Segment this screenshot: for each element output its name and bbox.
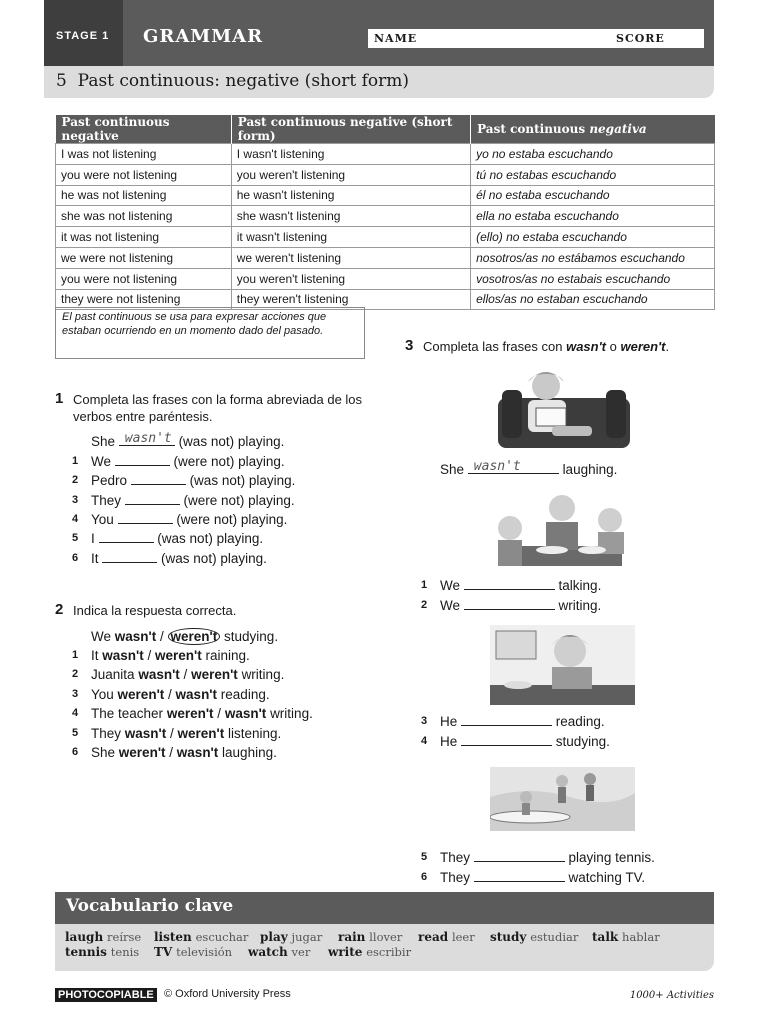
vocab-entry xyxy=(260,930,322,944)
table-cell: vosotros/as no estabais escuchando xyxy=(471,268,715,289)
table-cell: ella no estaba escuchando xyxy=(471,206,715,227)
item-number: 4 xyxy=(72,707,79,719)
answer-blank[interactable] xyxy=(102,551,157,563)
table-cell: they weren't listening xyxy=(231,289,470,310)
exercise-3-example: She wasn't laughing. xyxy=(440,459,618,477)
answer-blank[interactable] xyxy=(461,734,552,746)
vocab-english: listen xyxy=(154,930,192,944)
vocab-entry xyxy=(592,930,660,944)
answer-blank xyxy=(119,431,175,446)
table-cell: I was not listening xyxy=(56,144,232,165)
table-cell: it was not listening xyxy=(56,227,232,248)
answer-blank[interactable] xyxy=(461,714,552,726)
stage-label: STAGE 1 xyxy=(44,0,123,66)
item-number: 6 xyxy=(72,552,79,564)
option-1[interactable]: weren't xyxy=(166,706,214,721)
table-cell: yo no estaba escuchando xyxy=(471,144,715,165)
table-cell: (ello) no estaba escuchando xyxy=(471,227,715,248)
table-cell: I wasn't listening xyxy=(231,144,470,165)
vocab-english: study xyxy=(490,930,527,944)
exercise-number: 2 xyxy=(55,601,64,618)
table-cell: he wasn't listening xyxy=(231,185,470,206)
item-number: 3 xyxy=(72,494,79,506)
option-2[interactable]: weren't xyxy=(191,667,238,682)
exercise-number: 1 xyxy=(55,390,64,407)
handwritten-answer: wasn't xyxy=(124,431,172,446)
table-cell: ellos/as no estaban escuchando xyxy=(471,289,715,310)
item-number: 3 xyxy=(72,688,79,700)
exercise-item: 6 She weren't / wasn't laughing. xyxy=(72,745,277,760)
exercise-item: 4 He studying. xyxy=(421,734,610,749)
exercise-item: 5 They playing tennis. xyxy=(421,850,655,865)
table-cell: she was not listening xyxy=(56,206,232,227)
table-row xyxy=(56,185,715,206)
boy-at-desk-illustration xyxy=(490,625,635,705)
option-2[interactable]: wasn't xyxy=(176,745,219,760)
answer-blank[interactable] xyxy=(131,473,186,485)
item-number: 5 xyxy=(72,532,79,544)
note-term: El past continuous xyxy=(62,311,152,323)
vocab-entry xyxy=(248,945,310,959)
option-2[interactable]: wasn't xyxy=(224,706,267,721)
table-header: Past continuous negativa xyxy=(471,115,715,144)
item-number: 5 xyxy=(421,851,428,863)
item-number: 2 xyxy=(72,474,79,486)
answer-blank[interactable] xyxy=(464,578,555,590)
vocab-spanish: televisión xyxy=(176,945,233,959)
table-cell: you were not listening xyxy=(56,268,232,289)
answer-blank[interactable] xyxy=(99,531,154,543)
table-cell: he was not listening xyxy=(56,185,232,206)
exercise-1-instruction: 1 Completa las frases con la forma abreviada de los verbos entre paréntesis. xyxy=(55,390,363,424)
vocab-entry xyxy=(65,945,139,959)
option-1[interactable]: wasn't xyxy=(102,648,144,663)
exercise-item: 2 Pedro (was not) playing. xyxy=(72,473,296,488)
vocab-spanish: escuchar xyxy=(195,930,249,944)
item-number: 1 xyxy=(421,579,428,591)
table-cell: she wasn't listening xyxy=(231,206,470,227)
vocab-entry xyxy=(490,930,578,944)
answer-blank[interactable] xyxy=(464,598,555,610)
vocab-entry xyxy=(328,945,411,959)
vocab-spanish: escribir xyxy=(366,945,412,959)
note-text: se usa para expresar acciones que estaban ocurriendo en un momento dado del pasado. xyxy=(62,311,327,337)
item-number: 2 xyxy=(421,599,428,611)
publisher-credit: © Oxford University Press xyxy=(164,988,291,1000)
table-cell: él no estaba escuchando xyxy=(471,185,715,206)
photocopiable-badge: PHOTOCOPIABLE xyxy=(55,988,157,1002)
answer-blank[interactable] xyxy=(125,493,180,505)
vocab-entry xyxy=(154,930,248,944)
answer-blank[interactable] xyxy=(474,870,565,882)
vocab-english: laugh xyxy=(65,930,104,944)
table-row xyxy=(56,164,715,185)
table-cell: you were not listening xyxy=(56,164,232,185)
option-2[interactable]: weren't xyxy=(155,648,202,663)
circled-option: weren't xyxy=(168,628,221,645)
option-1[interactable]: wasn't xyxy=(124,726,167,741)
table-row xyxy=(56,144,715,165)
option-1[interactable]: wasn't xyxy=(138,667,180,682)
title-text: Past continuous: negative (short form) xyxy=(77,71,409,91)
vocab-english: tennis xyxy=(65,945,107,959)
vocab-entry xyxy=(154,945,232,959)
grammar-table xyxy=(55,115,715,310)
exercise-item: 3 You weren't / wasn't reading. xyxy=(72,687,270,702)
vocab-spanish: tenis xyxy=(110,945,140,959)
vocab-spanish: llover xyxy=(369,930,403,944)
table-row xyxy=(56,206,715,227)
option-1[interactable]: weren't xyxy=(117,687,165,702)
exercise-item: 6 They watching TV. xyxy=(421,870,646,885)
exercise-2-example: We wasn't / weren't studying. xyxy=(91,629,279,644)
exercise-item: 2 Juanita wasn't / weren't writing. xyxy=(72,667,285,682)
item-number: 4 xyxy=(72,513,79,525)
item-number: 4 xyxy=(421,735,428,747)
vocab-spanish: ver xyxy=(291,945,311,959)
answer-blank[interactable] xyxy=(118,512,173,524)
exercise-item: 5 I (was not) playing. xyxy=(72,531,264,546)
exercise-item: 3 He reading. xyxy=(421,714,605,729)
table-cell: nosotros/as no estábamos escuchando xyxy=(471,247,715,268)
exercise-item: 4 You (were not) playing. xyxy=(72,512,288,527)
exercise-item: 4 The teacher weren't / wasn't writing. xyxy=(72,706,313,721)
option-1[interactable]: weren't xyxy=(118,745,166,760)
item-number: 3 xyxy=(421,715,428,727)
surfing-illustration xyxy=(490,767,635,831)
table-cell: we were not listening xyxy=(56,247,232,268)
table-header-row xyxy=(56,115,715,144)
vocab-english: watch xyxy=(248,945,288,959)
table-row xyxy=(56,227,715,248)
table-cell: it wasn't listening xyxy=(231,227,470,248)
answer-blank[interactable] xyxy=(474,850,565,862)
vocab-english: play xyxy=(260,930,288,944)
vocab-english: talk xyxy=(592,930,619,944)
table-cell: you weren't listening xyxy=(231,268,470,289)
exercise-item: 3 They (were not) playing. xyxy=(72,493,295,508)
option-2[interactable]: wasn't xyxy=(175,687,218,702)
vocab-spanish: hablar xyxy=(622,930,660,944)
item-number: 2 xyxy=(72,668,79,680)
item-number: 1 xyxy=(72,649,79,661)
table-row xyxy=(56,268,715,289)
item-number: 6 xyxy=(72,746,79,758)
item-number: 6 xyxy=(421,871,428,883)
vocab-english: rain xyxy=(338,930,366,944)
vocab-spanish: estudiar xyxy=(530,930,579,944)
vocabulary-title: Vocabulario clave xyxy=(55,892,714,924)
exercise-3-instruction: 3 Completa las frases con wasn't o weren't. xyxy=(405,337,670,354)
vocab-entry xyxy=(338,930,402,944)
name-label: NAME xyxy=(374,32,418,45)
option-1: wasn't xyxy=(114,629,157,644)
item-number: 5 xyxy=(72,727,79,739)
vocab-spanish: reírse xyxy=(107,930,142,944)
exercise-item: 2 We writing. xyxy=(421,598,602,613)
exercise-item: 5 They wasn't / weren't listening. xyxy=(72,726,282,741)
table-body xyxy=(56,144,715,310)
grammar-note xyxy=(55,307,365,359)
table-cell: you weren't listening xyxy=(231,164,470,185)
exercise-2-instruction: 2 Indica la respuesta correcta. xyxy=(55,601,237,618)
exercise-item: 1 It wasn't / weren't raining. xyxy=(72,648,250,663)
title-number: 5 xyxy=(56,71,67,91)
exercise-number: 3 xyxy=(405,337,414,354)
exercise-item: 6 It (was not) playing. xyxy=(72,551,267,566)
vocab-english: read xyxy=(418,930,449,944)
vocab-entry xyxy=(65,930,141,944)
vocab-entry xyxy=(418,930,475,944)
handwritten-answer: wasn't xyxy=(473,459,521,474)
exercise-item: 1 We talking. xyxy=(421,578,602,593)
exercise-1-example: She wasn't (was not) playing. xyxy=(91,431,285,449)
table-row xyxy=(56,247,715,268)
family-eating-illustration xyxy=(492,492,634,568)
table-cell: they were not listening xyxy=(56,289,232,310)
section-title: GRAMMAR xyxy=(143,26,264,47)
woman-reading-illustration xyxy=(498,368,630,448)
exercise-item: 1 We (were not) playing. xyxy=(72,454,285,469)
option-2[interactable]: weren't xyxy=(177,726,225,741)
name-score-box xyxy=(368,29,704,48)
table-header: Past continuous negative xyxy=(56,115,232,144)
vocab-spanish: jugar xyxy=(291,930,323,944)
vocab-spanish: leer xyxy=(451,930,475,944)
score-label: SCORE xyxy=(616,32,665,45)
vocab-english: write xyxy=(328,945,363,959)
table-cell: we weren't listening xyxy=(231,247,470,268)
vocab-english: TV xyxy=(154,945,173,959)
table-header: Past continuous negative (short form) xyxy=(231,115,470,144)
page-title xyxy=(56,71,409,91)
series-label: 1000+ Activities xyxy=(629,990,714,1001)
table-cell: tú no estabas escuchando xyxy=(471,164,715,185)
item-number: 1 xyxy=(72,455,79,467)
answer-blank xyxy=(468,459,559,474)
answer-blank[interactable] xyxy=(115,454,170,466)
